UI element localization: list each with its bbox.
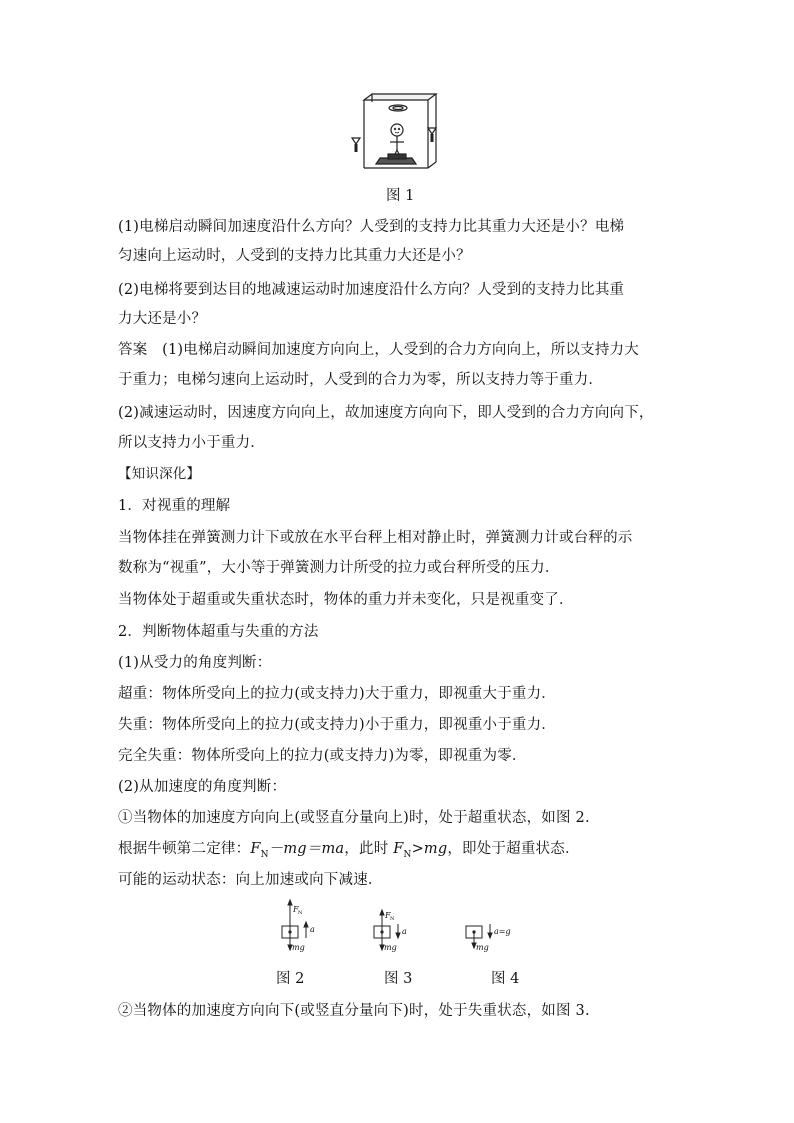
force-diagram-figure-3 <box>364 904 424 956</box>
section-2-title: 2．判断物体超重与失重的方法 <box>118 624 319 640</box>
fig2-force-label: F <box>293 905 299 914</box>
section-1-paragraph-1-line-2: 数称为“视重”，大小等于弹簧测力计所受的拉力或台秤所受的压力． <box>118 560 560 576</box>
answer-2-line-2: 所以支持力小于重力． <box>118 435 265 451</box>
underweight-definition: 失重：物体所受向上的拉力(或支持力)小于重力，即视重小于重力． <box>118 717 557 733</box>
newton-equation: －mg＝ma <box>268 841 345 857</box>
section-1-title: 1．对视重的理解 <box>118 498 231 514</box>
question-1-line-2: 匀速向上运动时，人受到的支持力比其重力大还是小？ <box>118 248 471 264</box>
fig3-force-subscript: N <box>390 916 395 922</box>
section-2-subheading-2: (2)从加速度的角度判断： <box>118 779 287 795</box>
newton-force-subscript: N <box>260 849 269 860</box>
elevator-figure <box>340 92 448 174</box>
fig3-accel-label: a <box>402 927 407 936</box>
case-2-statement: ②当物体的加速度方向向下(或竖直分量向下)时，处于失重状态，如图 3. <box>118 1003 590 1019</box>
newton-second-law-line <box>118 839 580 865</box>
answer-2-line-1: (2)减速运动时，因速度方向向上，故加速度方向向下，即人受到的合力方向向下， <box>118 405 654 421</box>
fig4-weight-label: mg <box>476 943 489 952</box>
figure-1-caption: 图 1 <box>386 188 415 204</box>
fig2-accel-label: a <box>310 925 315 934</box>
fig4-accel-label: a=g <box>494 927 511 936</box>
question-1-line-1: (1)电梯启动瞬间加速度沿什么方向？人受到的支持力比其重力大还是小？电梯 <box>118 219 625 235</box>
question-2-line-2: 力大还是小？ <box>118 311 207 327</box>
complete-weightlessness-definition: 完全失重：物体所受向上的拉力(或支持力)为零，即视重为零． <box>118 748 527 764</box>
fig2-weight-label: mg <box>292 943 305 952</box>
fig3-weight-label: mg <box>384 943 397 952</box>
section-1-paragraph-1-line-1: 当物体挂在弹簧测力计下或放在水平台秤上相对静止时，弹簧测力计或台秤的示 <box>118 530 633 546</box>
newton-force-symbol-2: F <box>393 841 404 857</box>
figure-4-caption: 图 4 <box>491 971 520 987</box>
fig3-force-label: F <box>385 911 391 920</box>
fig2-force-subscript: N <box>298 910 303 916</box>
case-1-statement: ①当物体的加速度方向向上(或竖直分量向上)时，处于超重状态，如图 2. <box>118 810 590 826</box>
newton-force-symbol: F <box>250 841 261 857</box>
knowledge-header: 【知识深化】 <box>118 466 201 482</box>
section-1-paragraph-2: 当物体处于超重或失重状态时，物体的重力并未变化，只是视重变了． <box>118 592 574 608</box>
section-2-subheading-1: (1)从受力的角度判断： <box>118 655 272 671</box>
question-2-line-1: (2)电梯将要到达目的地减速运动时加速度沿什么方向？人受到的支持力比其重 <box>118 282 625 298</box>
newton-prefix: 根据牛顿第二定律： <box>118 841 251 857</box>
force-diagram-figure-2 <box>272 898 332 956</box>
figure-2-caption: 图 2 <box>276 971 305 987</box>
newton-middle-text: ，此时 <box>344 841 394 857</box>
newton-inequality: >mg <box>411 841 448 857</box>
force-diagram-figure-4 <box>456 918 526 956</box>
newton-suffix: ，即处于超重状态． <box>447 841 580 857</box>
overweight-definition: 超重：物体所受向上的拉力(或支持力)大于重力，即视重大于重力． <box>118 686 557 702</box>
answer-1-line-2: 于重力；电梯匀速向上运动时，人受到的合力为零，所以支持力等于重力． <box>118 372 604 388</box>
figure-3-caption: 图 3 <box>384 971 413 987</box>
answer-1-line-1: 答案 (1)电梯启动瞬间加速度方向向上，人受到的合力方向向上，所以支持力大 <box>118 342 639 358</box>
possible-motion-states: 可能的运动状态：向上加速或向下减速． <box>118 872 383 888</box>
newton-force-subscript-2: N <box>403 849 412 860</box>
